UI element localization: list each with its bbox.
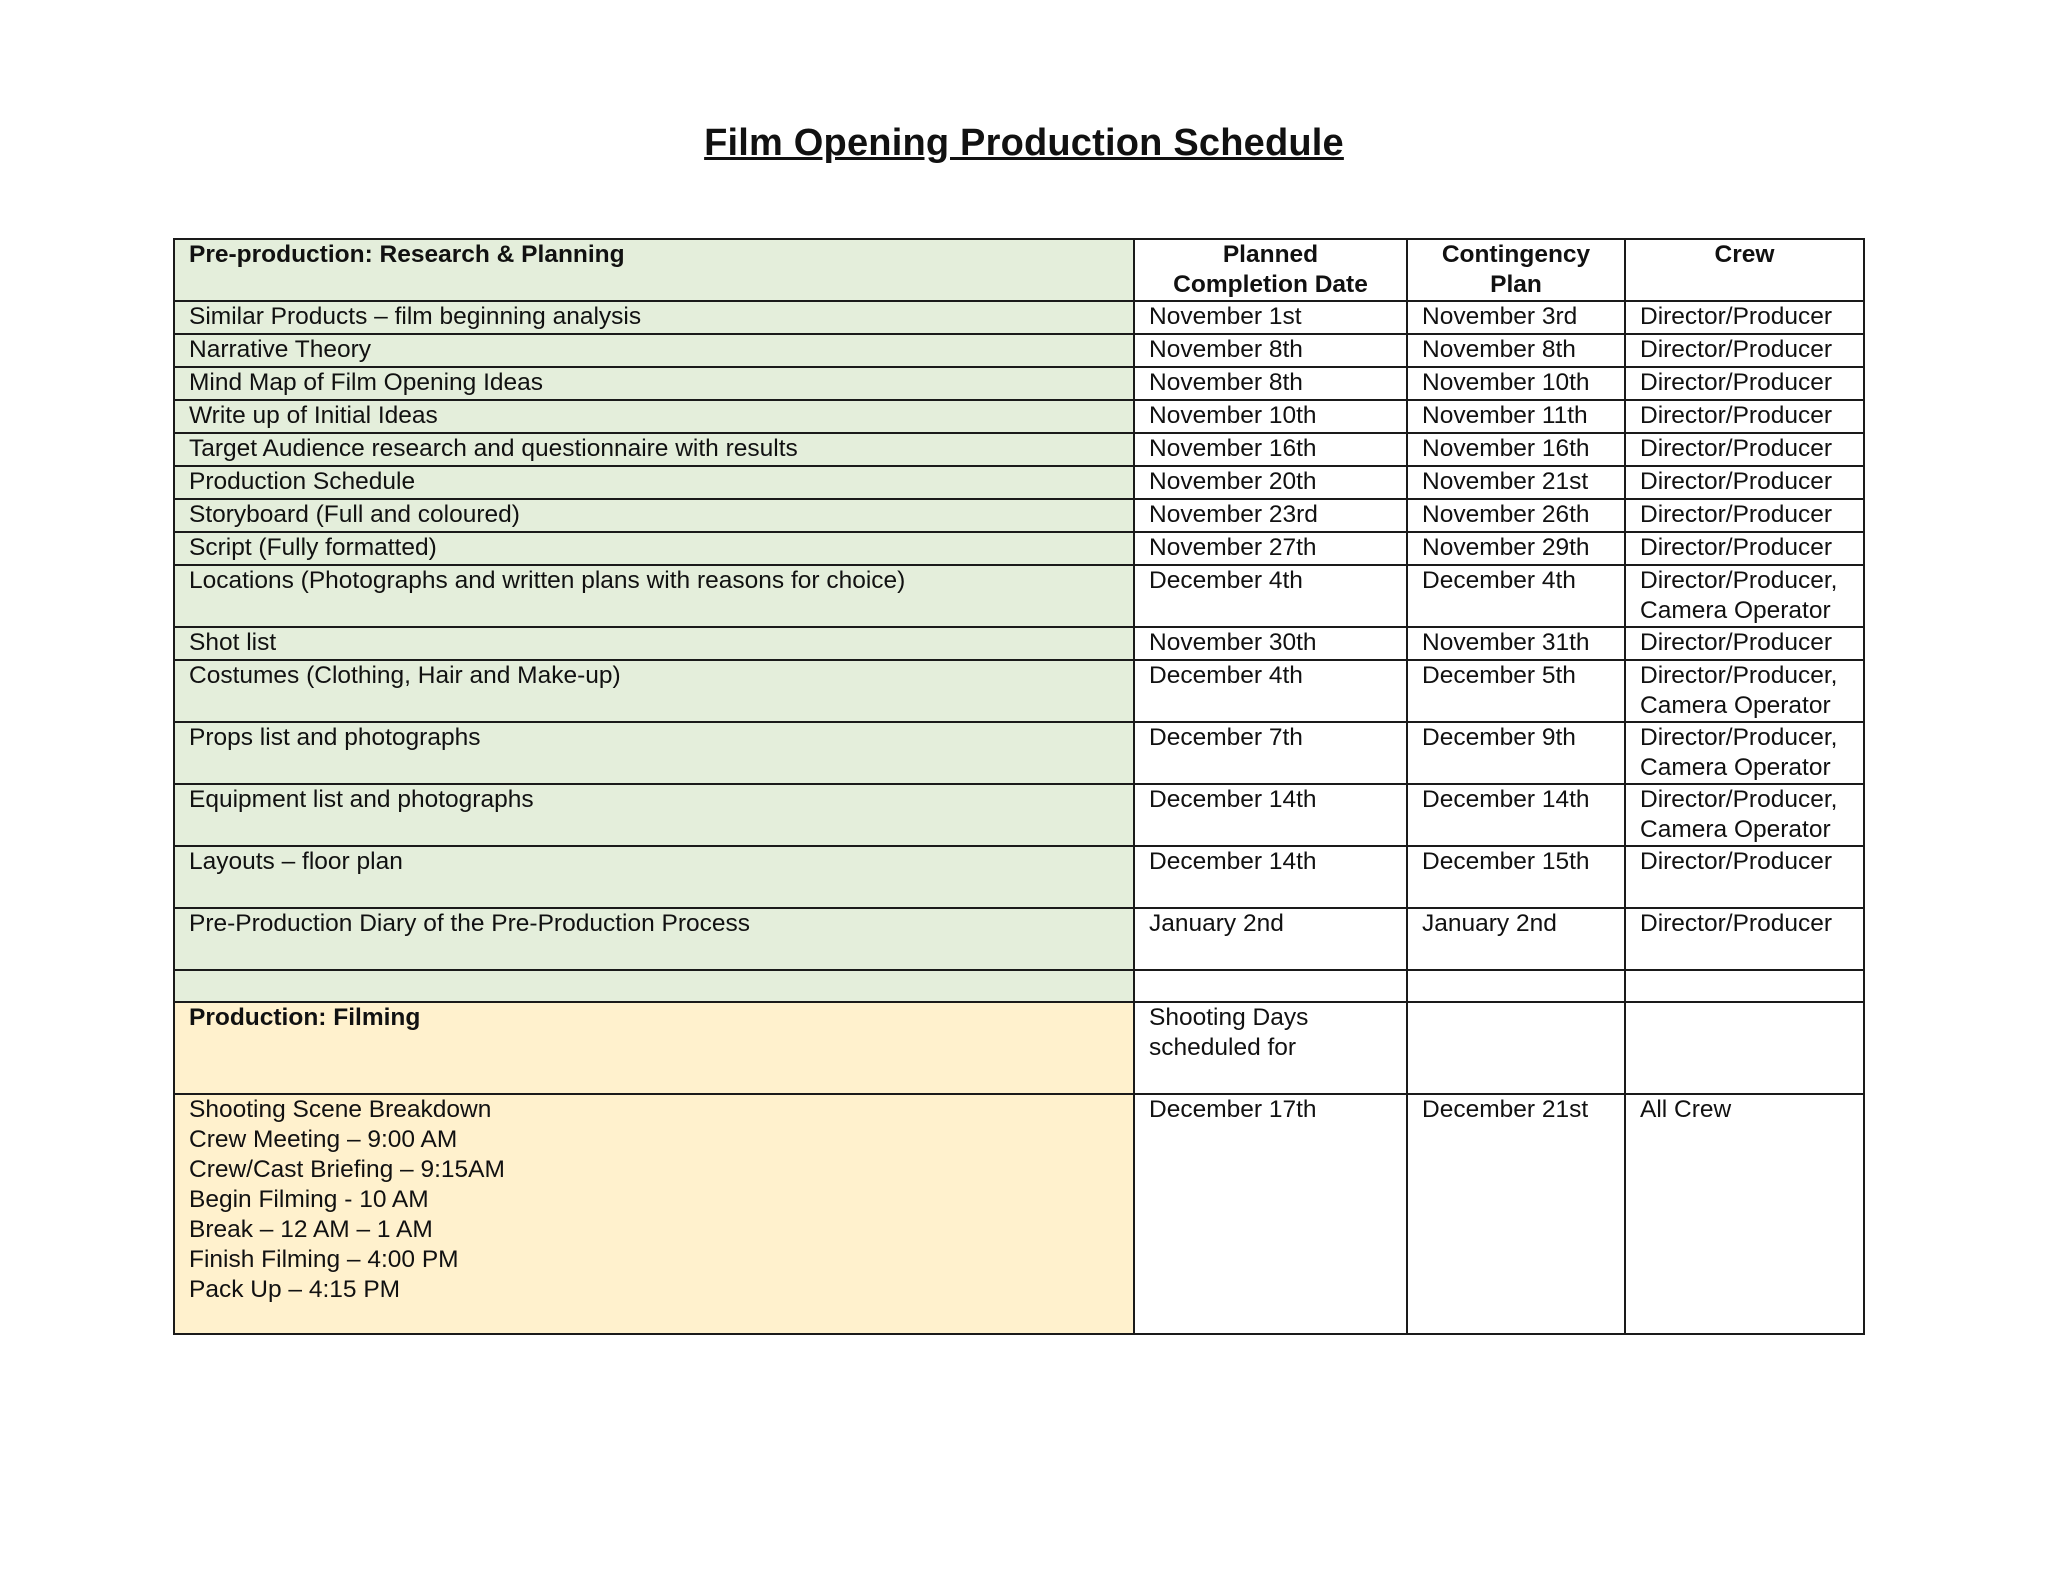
empty-cell [1625, 1002, 1864, 1094]
shooting-breakdown-line: Begin Filming - 10 AM [189, 1186, 429, 1213]
contingency-date-cell: November 16th [1407, 433, 1625, 466]
contingency-date-cell: December 5th [1407, 660, 1625, 722]
contingency-date-cell: December 4th [1407, 565, 1625, 627]
task-cell: Props list and photographs [174, 722, 1134, 784]
crew-line: Director/Producer [1640, 336, 1832, 363]
section-heading-preproduction: Pre-production: Research & Planning [174, 239, 1134, 301]
shooting-breakdown-line: Finish Filming – 4:00 PM [189, 1246, 459, 1273]
crew-cell [1625, 908, 1864, 970]
task-cell: Script (Fully formatted) [174, 532, 1134, 565]
task-cell: Mind Map of Film Opening Ideas [174, 367, 1134, 400]
task-cell: Costumes (Clothing, Hair and Make-up) [174, 660, 1134, 722]
blank-cell [174, 970, 1134, 1002]
contingency-date-cell: December 15th [1407, 846, 1625, 908]
task-cell: Narrative Theory [174, 334, 1134, 367]
shooting-breakdown-line: Crew/Cast Briefing – 9:15AM [189, 1156, 505, 1183]
shooting-breakdown-line: Crew Meeting – 9:00 AM [189, 1126, 458, 1153]
column-header-crew: Crew [1625, 239, 1864, 301]
crew-line: Director/Producer [1640, 402, 1832, 429]
crew-cell [1625, 722, 1864, 784]
crew-line: Director/Producer [1640, 629, 1832, 656]
contingency-date-cell: December 21st [1407, 1094, 1625, 1334]
table-row [174, 908, 1864, 970]
blank-row [174, 970, 1864, 1002]
crew-line: Director/Producer [1640, 848, 1832, 875]
crew-line: Director/Producer, [1640, 724, 1838, 751]
empty-cell [1407, 1002, 1625, 1094]
planned-date-cell: December 4th [1134, 660, 1407, 722]
contingency-date-cell: November 11th [1407, 400, 1625, 433]
contingency-date-cell: November 3rd [1407, 301, 1625, 334]
crew-line: Director/Producer [1640, 468, 1832, 495]
planned-date-cell: December 14th [1134, 846, 1407, 908]
task-cell: Pre-Production Diary of the Pre-Production Process [174, 908, 1134, 970]
shooting-breakdown-line: Pack Up – 4:15 PM [189, 1276, 401, 1303]
crew-cell [1625, 301, 1864, 334]
task-cell: Storyboard (Full and coloured) [174, 499, 1134, 532]
contingency-date-cell: December 14th [1407, 784, 1625, 846]
table-row [174, 466, 1864, 499]
shooting-breakdown-line: Break – 12 AM – 1 AM [189, 1216, 433, 1243]
crew-line: Camera Operator [1640, 597, 1831, 624]
crew-cell [1625, 660, 1864, 722]
blank-cell [1134, 970, 1407, 1002]
planned-date-cell: November 10th [1134, 400, 1407, 433]
shooting-breakdown-line: Shooting Scene Breakdown [189, 1096, 492, 1123]
planned-date-cell: November 1st [1134, 301, 1407, 334]
column-header-contingency-line2: Plan [1490, 271, 1542, 298]
crew-cell [1625, 499, 1864, 532]
table-row [174, 627, 1864, 660]
crew-line: Director/Producer [1640, 369, 1832, 396]
crew-line: Director/Producer, [1640, 786, 1838, 813]
table-row [174, 499, 1864, 532]
table-header-row [174, 239, 1864, 301]
crew-cell [1625, 367, 1864, 400]
column-header-planned-line2: Completion Date [1173, 271, 1368, 298]
task-cell: Production Schedule [174, 466, 1134, 499]
shooting-days-line2: scheduled for [1149, 1034, 1297, 1061]
column-header-planned [1134, 239, 1407, 301]
task-cell: Shot list [174, 627, 1134, 660]
column-header-planned-line1: Planned [1222, 241, 1319, 268]
planned-date-cell: November 23rd [1134, 499, 1407, 532]
production-heading-row [174, 1002, 1864, 1094]
planned-date-cell: January 2nd [1134, 908, 1407, 970]
planned-date-cell: December 14th [1134, 784, 1407, 846]
crew-line: Director/Producer [1640, 501, 1832, 528]
crew-cell [1625, 784, 1864, 846]
crew-line: Director/Producer [1640, 435, 1832, 462]
blank-cell [1407, 970, 1625, 1002]
table-row [174, 400, 1864, 433]
contingency-date-cell: December 9th [1407, 722, 1625, 784]
contingency-date-cell: November 8th [1407, 334, 1625, 367]
table-row [174, 565, 1864, 627]
planned-date-cell: November 20th [1134, 466, 1407, 499]
crew-cell [1625, 334, 1864, 367]
crew-line: Camera Operator [1640, 816, 1831, 843]
column-header-contingency [1407, 239, 1625, 301]
planned-date-cell: November 8th [1134, 367, 1407, 400]
contingency-date-cell: November 31th [1407, 627, 1625, 660]
crew-line: Camera Operator [1640, 754, 1831, 781]
crew-line: Director/Producer [1640, 303, 1832, 330]
planned-date-cell: November 27th [1134, 532, 1407, 565]
table-row [174, 334, 1864, 367]
planned-date-cell: December 17th [1134, 1094, 1407, 1334]
crew-cell [1625, 846, 1864, 908]
planned-date-cell: December 4th [1134, 565, 1407, 627]
planned-date-cell: November 16th [1134, 433, 1407, 466]
column-header-contingency-line1: Contingency [1441, 241, 1591, 268]
table-row [174, 433, 1864, 466]
task-cell: Equipment list and photographs [174, 784, 1134, 846]
shooting-breakdown-cell [174, 1094, 1134, 1334]
crew-line: Director/Producer, [1640, 567, 1838, 594]
crew-line: Camera Operator [1640, 692, 1831, 719]
table-row [174, 846, 1864, 908]
section-heading-production: Production: Filming [174, 1002, 1134, 1094]
table-row [174, 784, 1864, 846]
contingency-date-cell: January 2nd [1407, 908, 1625, 970]
contingency-date-cell: November 10th [1407, 367, 1625, 400]
crew-line: Director/Producer [1640, 534, 1832, 561]
shooting-breakdown-row [174, 1094, 1864, 1334]
crew-cell [1625, 466, 1864, 499]
planned-date-cell: November 30th [1134, 627, 1407, 660]
shooting-days-cell [1134, 1002, 1407, 1094]
production-schedule-table [173, 238, 1865, 1335]
crew-cell [1625, 433, 1864, 466]
table-row [174, 660, 1864, 722]
table-row [174, 301, 1864, 334]
task-cell: Locations (Photographs and written plans with reasons for choice) [174, 565, 1134, 627]
contingency-date-cell: November 29th [1407, 532, 1625, 565]
crew-cell [1625, 565, 1864, 627]
planned-date-cell: December 7th [1134, 722, 1407, 784]
document-title: Film Opening Production Schedule [704, 122, 1344, 164]
task-cell: Layouts – floor plan [174, 846, 1134, 908]
table-row [174, 532, 1864, 565]
task-cell: Write up of Initial Ideas [174, 400, 1134, 433]
crew-cell [1625, 400, 1864, 433]
contingency-date-cell: November 26th [1407, 499, 1625, 532]
crew-line: Director/Producer, [1640, 662, 1838, 689]
crew-cell: All Crew [1625, 1094, 1864, 1334]
crew-line: Director/Producer [1640, 910, 1832, 937]
shooting-days-line1: Shooting Days [1149, 1004, 1309, 1031]
contingency-date-cell: November 21st [1407, 466, 1625, 499]
crew-cell [1625, 627, 1864, 660]
crew-cell [1625, 532, 1864, 565]
task-cell: Target Audience research and questionnaire with results [174, 433, 1134, 466]
blank-cell [1625, 970, 1864, 1002]
table-row [174, 367, 1864, 400]
table-row [174, 722, 1864, 784]
planned-date-cell: November 8th [1134, 334, 1407, 367]
task-cell: Similar Products – film beginning analysis [174, 301, 1134, 334]
